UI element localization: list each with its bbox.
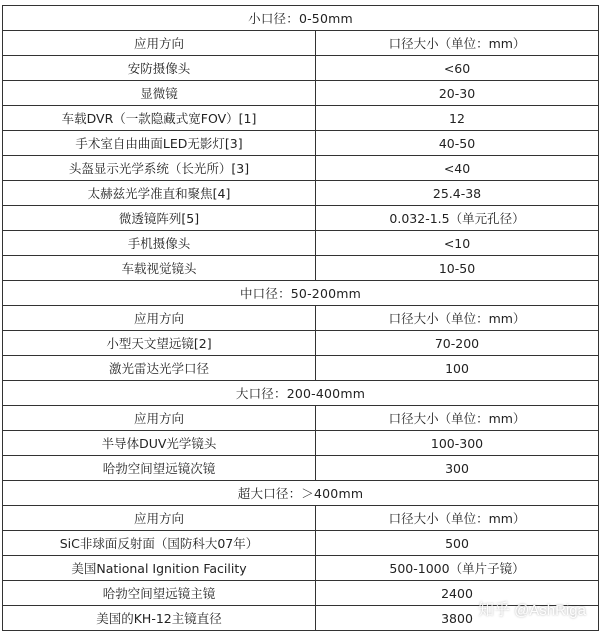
- section-title-row: [3, 281, 599, 306]
- table-row: [3, 156, 599, 181]
- table-row: [3, 106, 599, 131]
- aperture-cell: 0.032-1.5（单元孔径）: [316, 206, 599, 231]
- application-cell: 手机摄像头: [3, 231, 316, 256]
- aperture-cell: 40-50: [316, 131, 599, 156]
- column-header-row: [3, 31, 599, 56]
- aperture-cell: 500: [316, 531, 599, 556]
- aperture-table-body: [3, 6, 599, 631]
- application-cell: 小型天文望远镜[2]: [3, 331, 316, 356]
- section-title: 大口径：200-400mm: [3, 381, 599, 406]
- aperture-table: [2, 5, 599, 631]
- column-header-row: [3, 506, 599, 531]
- header-aperture: 口径大小（单位：mm）: [316, 31, 599, 56]
- application-cell: 头盔显示光学系统（长光所）[3]: [3, 156, 316, 181]
- table-row: [3, 456, 599, 481]
- application-cell: 车载视觉镜头: [3, 256, 316, 281]
- section-title-row: [3, 6, 599, 31]
- application-cell: 哈勃空间望远镜主镜: [3, 581, 316, 606]
- section-title-row: [3, 381, 599, 406]
- aperture-cell: <60: [316, 56, 599, 81]
- header-aperture: 口径大小（单位：mm）: [316, 506, 599, 531]
- header-aperture: 口径大小（单位：mm）: [316, 406, 599, 431]
- header-application: 应用方向: [3, 31, 316, 56]
- application-cell: 安防摄像头: [3, 56, 316, 81]
- table-row: [3, 231, 599, 256]
- aperture-cell: 100-300: [316, 431, 599, 456]
- aperture-cell: 300: [316, 456, 599, 481]
- table-row: [3, 356, 599, 381]
- application-cell: 太赫兹光学准直和聚焦[4]: [3, 181, 316, 206]
- application-cell: 美国的KH-12主镜直径: [3, 606, 316, 631]
- application-cell: 美国National Ignition Facility: [3, 556, 316, 581]
- header-application: 应用方向: [3, 406, 316, 431]
- aperture-cell: 100: [316, 356, 599, 381]
- application-cell: 微透镜阵列[5]: [3, 206, 316, 231]
- header-application: 应用方向: [3, 506, 316, 531]
- application-cell: 半导体DUV光学镜头: [3, 431, 316, 456]
- aperture-cell: 12: [316, 106, 599, 131]
- aperture-cell: 25.4-38: [316, 181, 599, 206]
- aperture-cell: <10: [316, 231, 599, 256]
- table-row: [3, 331, 599, 356]
- table-row: [3, 56, 599, 81]
- aperture-cell: <40: [316, 156, 599, 181]
- application-cell: 显微镜: [3, 81, 316, 106]
- aperture-cell: 10-50: [316, 256, 599, 281]
- aperture-cell: 2400: [316, 581, 599, 606]
- column-header-row: [3, 306, 599, 331]
- table-row: [3, 131, 599, 156]
- table-row: [3, 431, 599, 456]
- watermark: [478, 597, 586, 620]
- aperture-cell: 70-200: [316, 331, 599, 356]
- section-title: 超大口径：＞400mm: [3, 481, 599, 506]
- table-row: [3, 81, 599, 106]
- application-cell: 哈勃空间望远镜次镜: [3, 456, 316, 481]
- watermark-handle: @AshRiga: [514, 602, 586, 619]
- table-row: [3, 256, 599, 281]
- table-row: [3, 206, 599, 231]
- aperture-cell: 500-1000（单片子镜）: [316, 556, 599, 581]
- header-aperture: 口径大小（单位：mm）: [316, 306, 599, 331]
- application-cell: SiC非球面反射面（国防科大07年）: [3, 531, 316, 556]
- application-cell: 手术室自由曲面LED无影灯[3]: [3, 131, 316, 156]
- section-title: 中口径：50-200mm: [3, 281, 599, 306]
- application-cell: 激光雷达光学口径: [3, 356, 316, 381]
- table-row: [3, 181, 599, 206]
- column-header-row: [3, 406, 599, 431]
- section-title-row: [3, 481, 599, 506]
- watermark-brand: 知乎: [478, 602, 511, 619]
- aperture-cell: 3800: [316, 606, 599, 631]
- aperture-cell: 20-30: [316, 81, 599, 106]
- application-cell: 车载DVR（一款隐藏式宽FOV）[1]: [3, 106, 316, 131]
- header-application: 应用方向: [3, 306, 316, 331]
- section-title: 小口径：0-50mm: [3, 6, 599, 31]
- table-row: [3, 531, 599, 556]
- table-row: [3, 556, 599, 581]
